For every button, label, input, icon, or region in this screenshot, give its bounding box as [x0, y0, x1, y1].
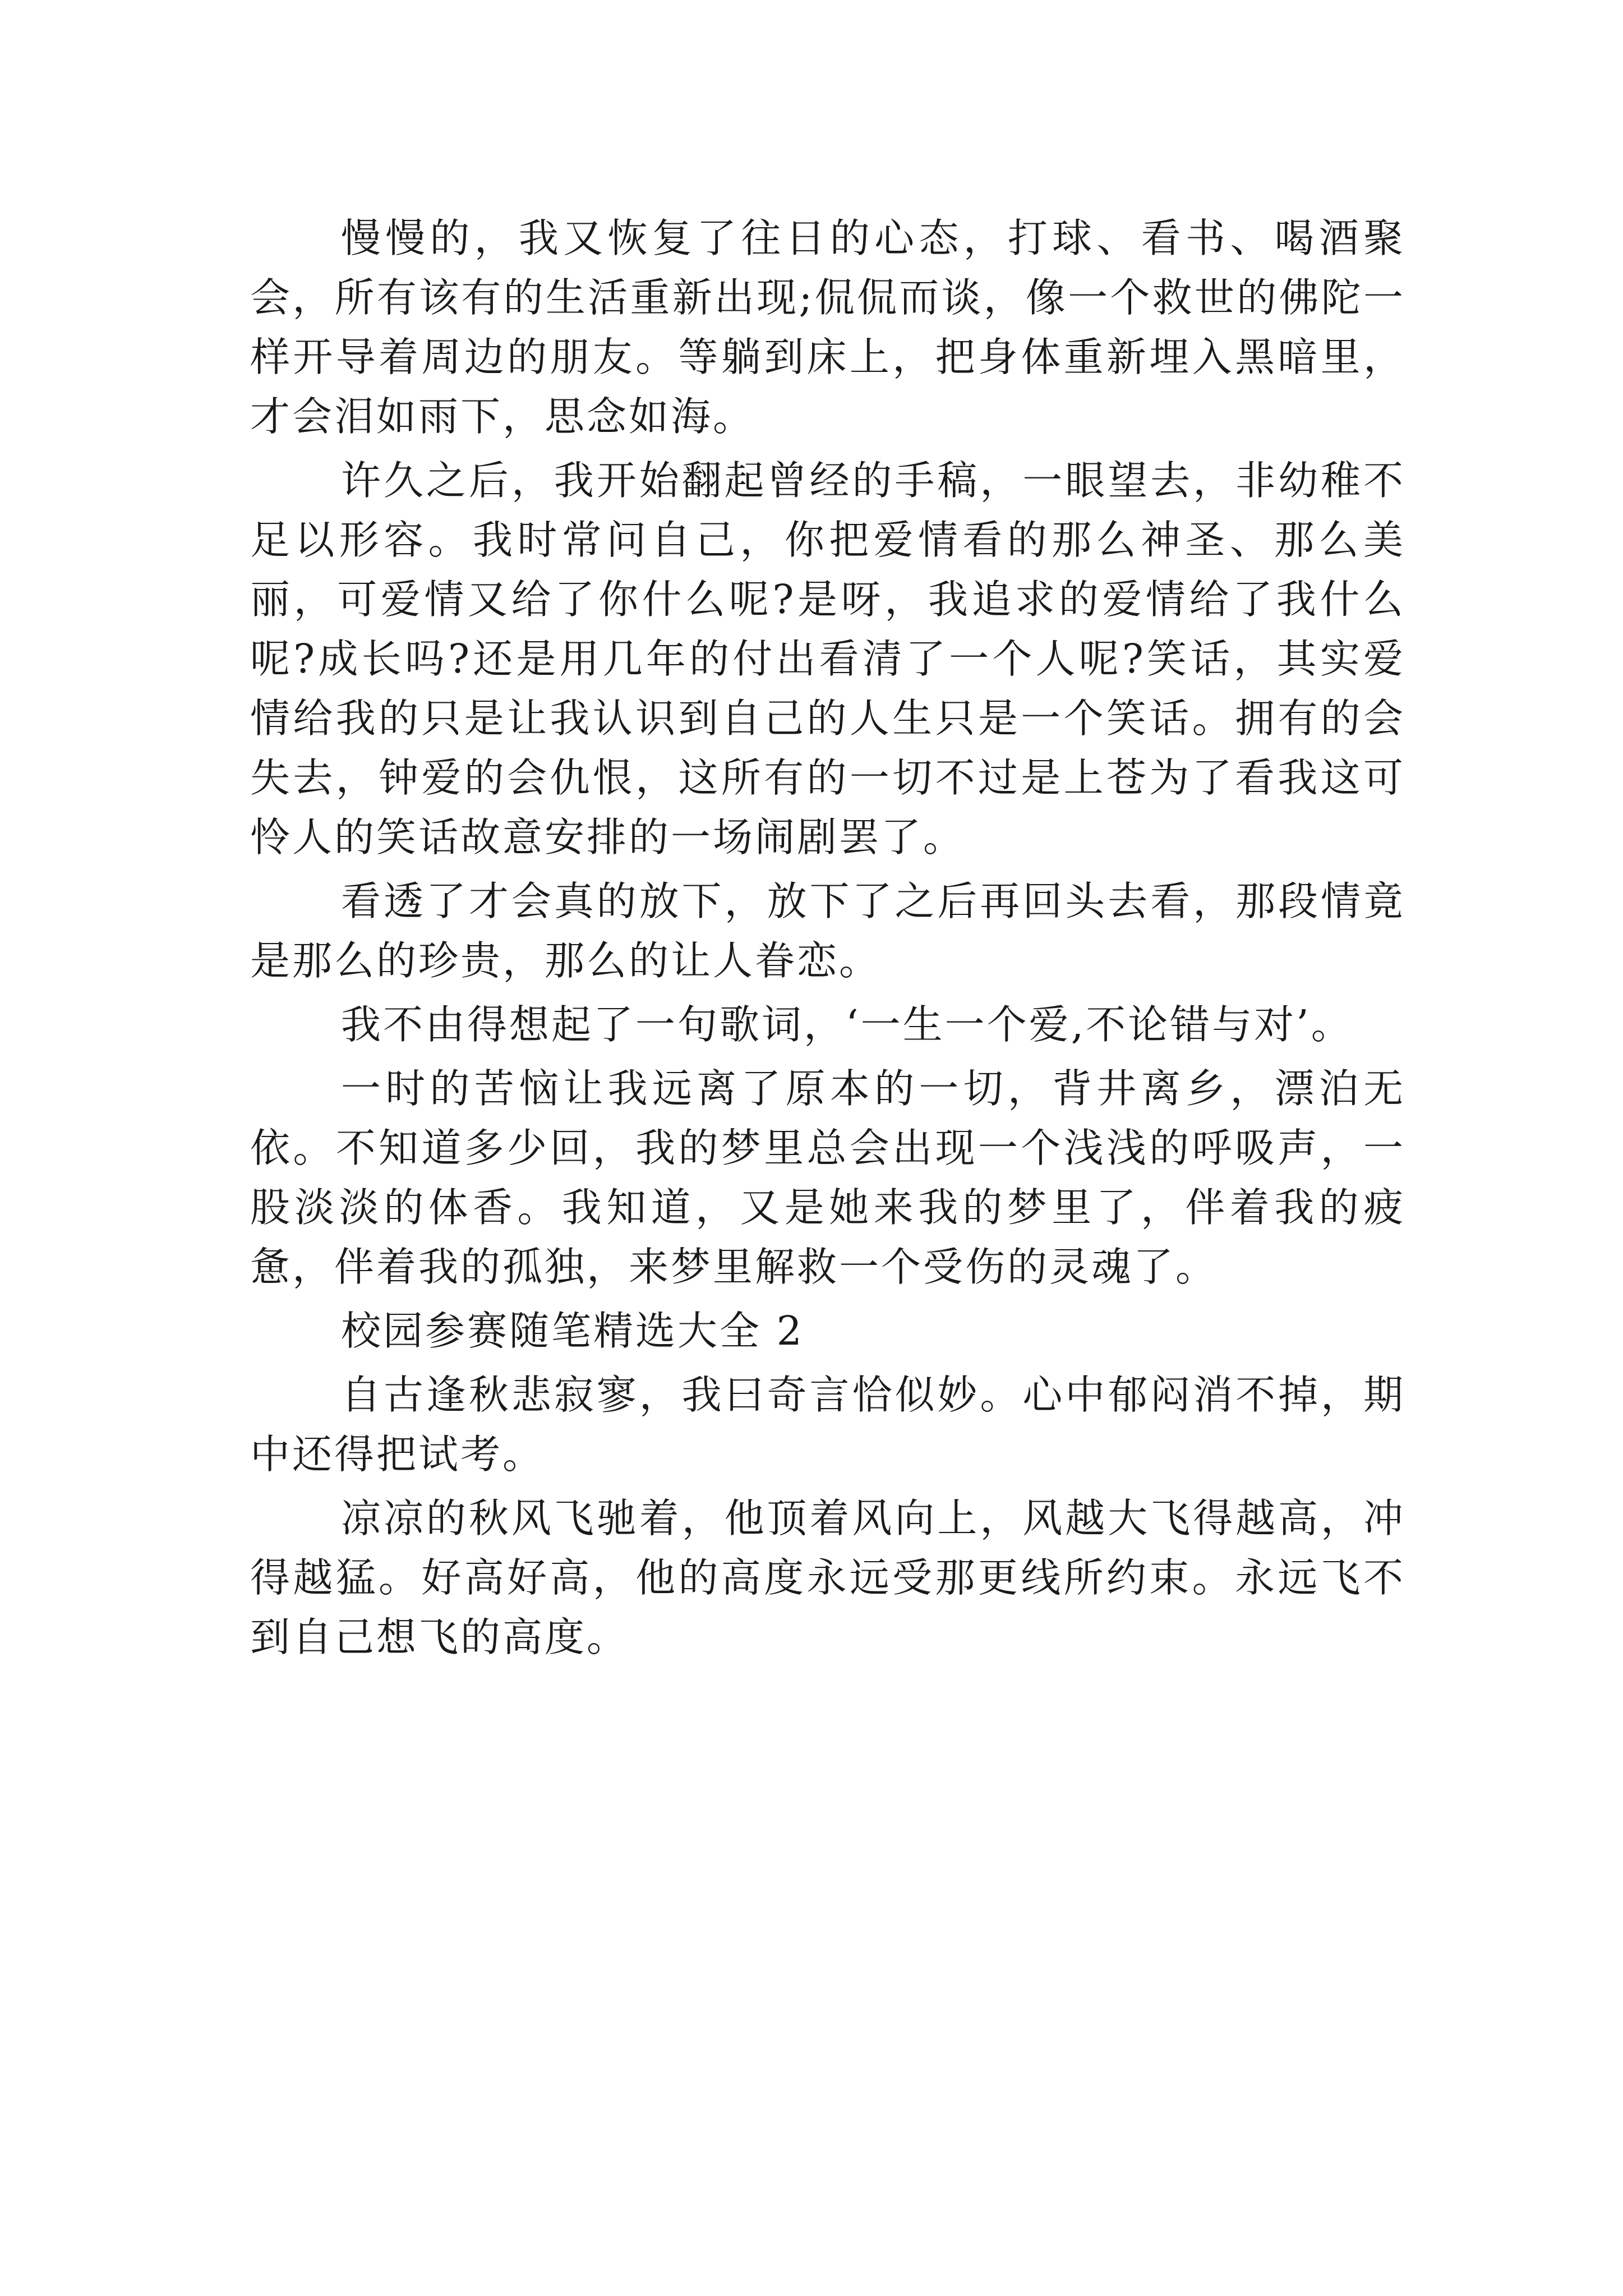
- document-body: [250, 209, 1405, 1672]
- paragraph: 我不由得想起了一句歌词，‘一生一个爱,不论错与对’。: [341, 1001, 1353, 1048]
- paragraph: 许久之后，我开始翻起曾经的手稿，一眼望去，非幼稚不足以形容。我时常问自己，你把爱情看的那么神圣、那么美丽，可爱情又给了你什么呢?是呀，我追求的爱情给了我什么呢?成长吗?还是用几年的付出看清了一个人呢?笑话，其实爱情给我的只是让我认识到自己的人生只是一个笑话。拥有的会失去，钟爱的会仇恨，这所有的一切不过是上苍为了看我这可怜人的笑话故意安排的一场闹剧罢了。: [250, 457, 1405, 861]
- paragraph: 自古逢秋悲寂寥，我曰奇言恰似妙。心中郁闷消不掉，期中还得把试考。: [250, 1372, 1405, 1478]
- paragraph: 一时的苦恼让我远离了原本的一切，背井离乡，漂泊无依。不知道多少回，我的梦里总会出现一个浅浅的呼吸声，一股淡淡的体香。我知道，又是她来我的梦里了，伴着我的疲惫，伴着我的孤独，来梦里解救一个受伤的灵魂了。: [250, 1065, 1405, 1290]
- paragraph: 凉凉的秋风飞驰着，他顶着风向上，风越大飞得越高，冲得越猛。好高好高，他的高度永远受那更线所约束。永远飞不到自己想飞的高度。: [250, 1495, 1405, 1660]
- section-title: 校园参赛随笔精选大全 2: [341, 1308, 804, 1354]
- paragraph: 看透了才会真的放下，放下了之后再回头去看，那段情竟是那么的珍贵，那么的让人眷恋。: [250, 878, 1405, 984]
- paragraph: 慢慢的，我又恢复了往日的心态，打球、看书、喝酒聚会，所有该有的生活重新出现;侃侃而谈，像一个救世的佛陀一样开导着周边的朋友。等躺到床上，把身体重新埋入黑暗里，才会泪如雨下，思念如海。: [250, 215, 1405, 440]
